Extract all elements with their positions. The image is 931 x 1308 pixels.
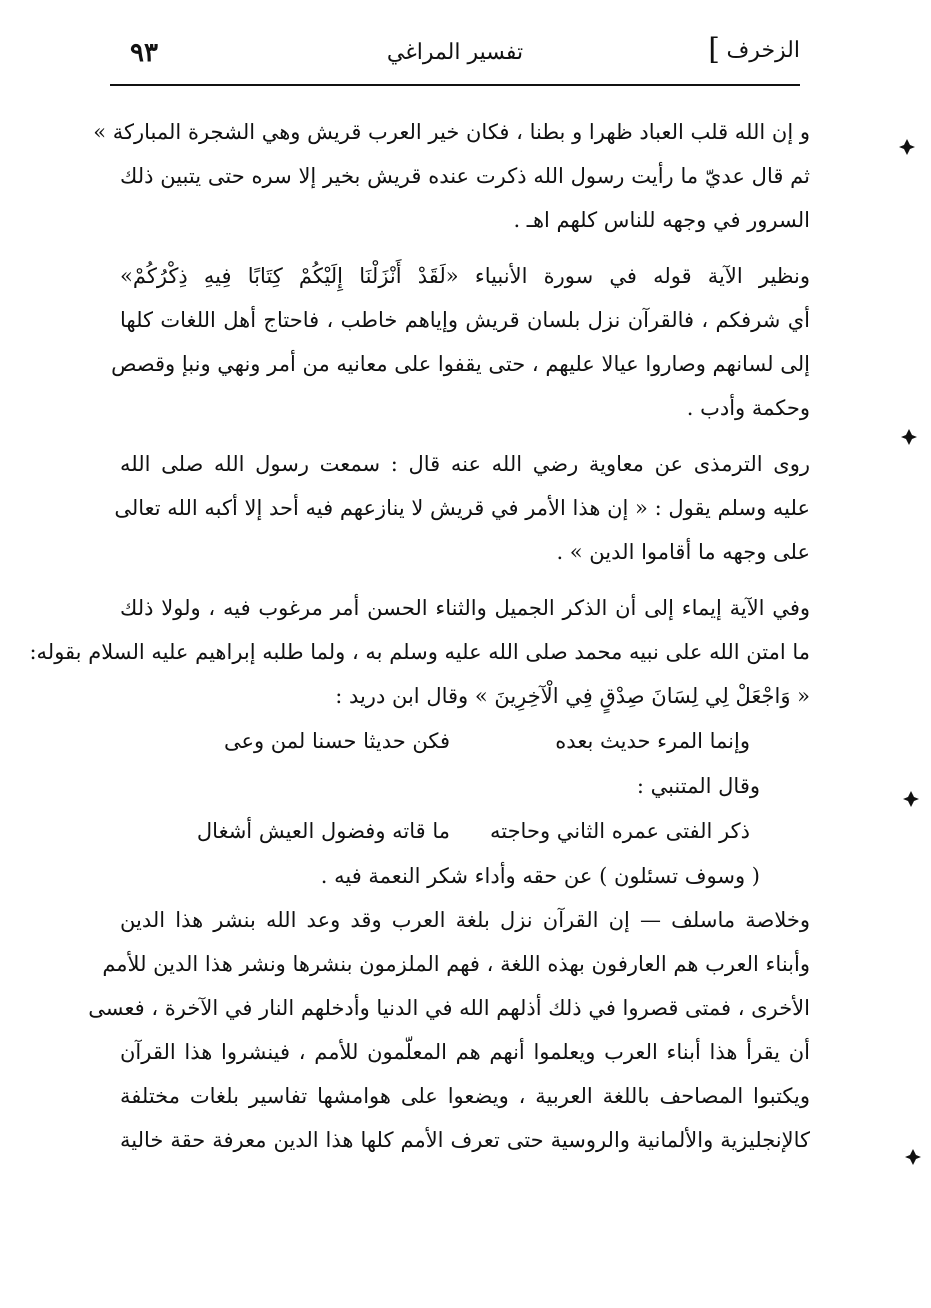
margin-ornament-icon	[900, 428, 918, 446]
margin-ornament-icon	[904, 1148, 922, 1166]
text-line: ويكتبوا المصاحف باللغة العربية ، ويضعوا على هوامشها تفاسير بلغات مختلفة	[120, 1084, 810, 1108]
margin-ornament-icon	[902, 790, 920, 808]
text-line: أن يقرأ هذا أبناء العرب ويعلموا أنهم هم المعلّمون للأمم ، فينشروا هذا القرآن	[120, 1040, 810, 1064]
page-number: ٩٣	[130, 38, 158, 68]
verse-first-half: وإنما المرء حديث بعده	[555, 729, 750, 753]
text-line: إلى لسانهم وصاروا عيالا عليهم ، حتى يقفوا على معانيه من أمر ونهي ونبإ وقصص	[111, 352, 810, 376]
text-line: ( وسوف تسئلون ) عن حقه وأداء شكر النعمة فيه .	[320, 864, 760, 888]
text-line: على وجهه ما أقاموا الدين » .	[556, 540, 810, 564]
text-line: ثم قال عديّ ما رأيت رسول الله ذكرت عنده قريش بخير إلا سره حتى يتبين ذلك	[120, 164, 810, 188]
text-line: كالإنجليزية والألمانية والروسية حتى تعرف الأمم كلها هذا الدين معرفة حقة خالية	[120, 1128, 810, 1152]
margin-ornament-icon	[898, 138, 916, 156]
text-line: الأخرى ، فمتى قصروا في ذلك أذلهم الله في الدنيا وأدخلهم النار في الآخرة ، فعسى	[88, 996, 810, 1020]
poetry-verse	[120, 718, 810, 764]
text-line: أي شرفكم ، فالقرآن نزل بلسان قريش وإياهم خاطب ، فاحتاج أهل اللغات كلها	[120, 308, 810, 332]
text-line: « وَاجْعَلْ لِي لِسَانَ صِدْقٍ فِي الْآخِرِينَ » وقال ابن دريد :	[335, 684, 810, 708]
text-line: وحكمة وأدب .	[686, 396, 810, 420]
text-line: عليه وسلم يقول : « إن هذا الأمر في قريش لا ينازعهم فيه أحد إلا أكبه الله تعالى	[114, 496, 810, 520]
text-line: ونظير الآية قوله في سورة الأنبياء «لَقَدْ أَنْزَلْنَا إِلَيْكُمْ كِتَابًا فِيهِ ذِكْرُكُمْ»	[120, 264, 810, 288]
page-header	[110, 32, 800, 86]
poetry-verse	[120, 808, 810, 854]
verse-second-half: فكن حديثا حسنا لمن وعى	[223, 729, 450, 753]
text-line: السرور في وجهه للناس كلهم اهـ .	[513, 208, 810, 232]
text-line: وفي الآية إيماء إلى أن الذكر الجميل والثناء الحسن أمر مرغوب فيه ، ولولا ذلك	[120, 596, 810, 620]
text-line: و إن الله قلب العباد ظهرا و بطنا ، فكان خير العرب قريش وهي الشجرة المباركة »	[93, 120, 810, 144]
book-title: تفسير المراغي	[386, 40, 524, 65]
header-bracket: ]	[708, 32, 720, 67]
text-line: وقال المتنبي :	[636, 774, 760, 798]
header-rule	[110, 84, 800, 86]
text-line: وخلاصة ماسلف — إن القرآن نزل بلغة العرب وقد وعد الله بنشر هذا الدين	[120, 908, 810, 932]
text-line: ما امتن الله على نبيه محمد صلى الله عليه وسلم به ، ولما طلبه إبراهيم عليه السلام بقوله:	[29, 640, 810, 664]
text-line: وأبناء العرب هم العارفون بهذه اللغة ، فهم الملزمون بنشرها ونشر هذا الدين للأمم	[102, 952, 810, 976]
surah-name: الزخرف	[726, 38, 800, 63]
verse-second-half: ما قاته وفضول العيش أشغال	[196, 819, 450, 843]
text-line: روى الترمذى عن معاوية رضي الله عنه قال : سمعت رسول الله صلى الله	[120, 452, 810, 476]
page-body	[29, 110, 810, 1162]
verse-first-half: ذكر الفتى عمره الثاني وحاجته	[489, 819, 750, 843]
